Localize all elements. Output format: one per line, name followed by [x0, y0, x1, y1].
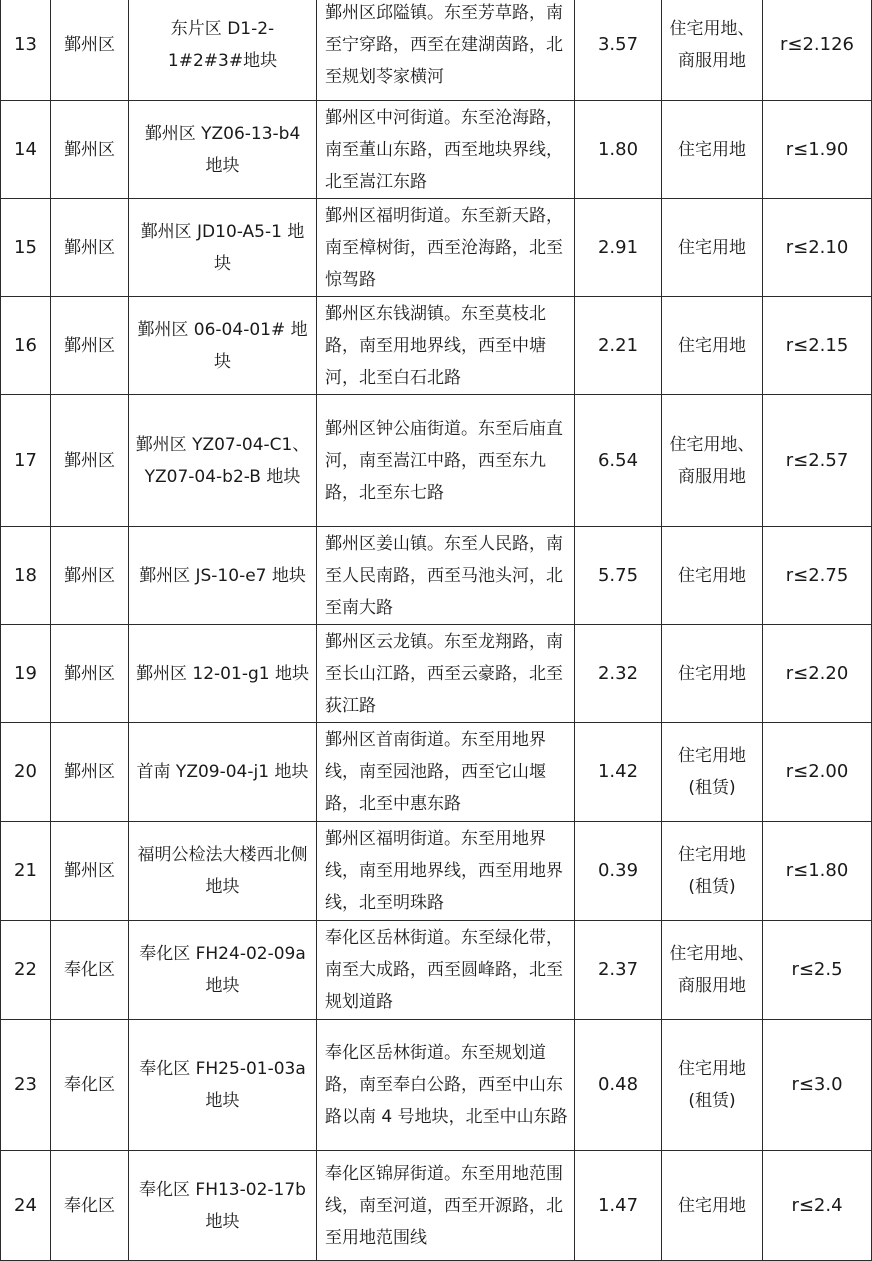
location-cell: 鄞州区钟公庙街道。东至后庙直河，南至嵩江中路，西至东九路，北至东七路: [317, 395, 575, 527]
row-number-cell: 17: [1, 395, 51, 527]
land-use-cell: 住宅用地、商服用地: [662, 395, 763, 527]
land-use-cell: 住宅用地: [662, 101, 763, 199]
table-row: [1, 625, 872, 723]
land-use-cell: 住宅用地: [662, 527, 763, 625]
row-number-cell: 19: [1, 625, 51, 723]
parcel-name-cell: 鄞州区 06-04-01# 地块: [129, 297, 317, 395]
table-row: [1, 527, 872, 625]
row-number-cell: 13: [1, 0, 51, 101]
location-cell: 鄞州区姜山镇。东至人民路，南至人民南路，西至马池头河，北至南大路: [317, 527, 575, 625]
district-cell: 鄞州区: [51, 101, 129, 199]
table-row: [1, 297, 872, 395]
land-use-cell: 住宅用地、商服用地: [662, 0, 763, 101]
plot-ratio-cell: r≤2.20: [763, 625, 872, 723]
district-cell: 鄞州区: [51, 723, 129, 822]
area-cell: 0.39: [575, 822, 662, 921]
area-cell: 2.37: [575, 921, 662, 1020]
parcel-name-cell: 奉化区 FH25-01-03a 地块: [129, 1020, 317, 1151]
location-cell: 奉化区岳林街道。东至绿化带，南至大成路，西至圆峰路，北至规划道路: [317, 921, 575, 1020]
parcel-name-cell: 鄞州区 12-01-g1 地块: [129, 625, 317, 723]
plot-ratio-cell: r≤1.80: [763, 822, 872, 921]
district-cell: 鄞州区: [51, 822, 129, 921]
table-body: [1, 0, 872, 1261]
land-use-cell: 住宅用地: [662, 199, 763, 297]
land-use-cell: 住宅用地(租赁): [662, 723, 763, 822]
area-cell: 0.48: [575, 1020, 662, 1151]
land-use-cell: 住宅用地(租赁): [662, 1020, 763, 1151]
district-cell: 鄞州区: [51, 625, 129, 723]
plot-ratio-cell: r≤2.75: [763, 527, 872, 625]
area-cell: 1.80: [575, 101, 662, 199]
location-cell: 鄞州区邱隘镇。东至芳草路，南至宁穿路，西至在建湖茵路，北至规划苓家横河: [317, 0, 575, 101]
location-cell: 鄞州区中河街道。东至沧海路，南至董山东路，西至地块界线，北至嵩江东路: [317, 101, 575, 199]
row-number-cell: 18: [1, 527, 51, 625]
row-number-cell: 21: [1, 822, 51, 921]
area-cell: 2.32: [575, 625, 662, 723]
district-cell: 奉化区: [51, 1151, 129, 1261]
row-number-cell: 15: [1, 199, 51, 297]
land-use-cell: 住宅用地: [662, 1151, 763, 1261]
land-use-cell: 住宅用地、商服用地: [662, 921, 763, 1020]
table-row: [1, 921, 872, 1020]
parcel-name-cell: 鄞州区 JS-10-e7 地块: [129, 527, 317, 625]
row-number-cell: 22: [1, 921, 51, 1020]
row-number-cell: 23: [1, 1020, 51, 1151]
table-row: [1, 0, 872, 101]
district-cell: 鄞州区: [51, 297, 129, 395]
district-cell: 鄞州区: [51, 527, 129, 625]
parcel-name-cell: 福明公检法大楼西北侧地块: [129, 822, 317, 921]
area-cell: 1.42: [575, 723, 662, 822]
row-number-cell: 14: [1, 101, 51, 199]
district-cell: 鄞州区: [51, 395, 129, 527]
plot-ratio-cell: r≤2.126: [763, 0, 872, 101]
plot-ratio-cell: r≤1.90: [763, 101, 872, 199]
parcel-name-cell: 鄞州区 YZ06-13-b4 地块: [129, 101, 317, 199]
land-use-cell: 住宅用地: [662, 297, 763, 395]
district-cell: 鄞州区: [51, 0, 129, 101]
table-row: [1, 822, 872, 921]
district-cell: 奉化区: [51, 1020, 129, 1151]
location-cell: 奉化区岳林街道。东至规划道路，南至奉白公路，西至中山东路以南 4 号地块，北至中山东路: [317, 1020, 575, 1151]
row-number-cell: 24: [1, 1151, 51, 1261]
area-cell: 6.54: [575, 395, 662, 527]
land-use-cell: 住宅用地(租赁): [662, 822, 763, 921]
area-cell: 2.21: [575, 297, 662, 395]
row-number-cell: 16: [1, 297, 51, 395]
location-cell: 鄞州区云龙镇。东至龙翔路，南至长山江路，西至云豪路，北至荻江路: [317, 625, 575, 723]
row-number-cell: 20: [1, 723, 51, 822]
plot-ratio-cell: r≤2.57: [763, 395, 872, 527]
area-cell: 5.75: [575, 527, 662, 625]
plot-ratio-cell: r≤2.10: [763, 199, 872, 297]
area-cell: 1.47: [575, 1151, 662, 1261]
table-row: [1, 199, 872, 297]
parcel-name-cell: 首南 YZ09-04-j1 地块: [129, 723, 317, 822]
table-row: [1, 1151, 872, 1261]
table-row: [1, 723, 872, 822]
location-cell: 鄞州区福明街道。东至新天路，南至樟树街，西至沧海路，北至惊驾路: [317, 199, 575, 297]
parcel-name-cell: 鄞州区 YZ07-04-C1、YZ07-04-b2-B 地块: [129, 395, 317, 527]
plot-ratio-cell: r≤2.5: [763, 921, 872, 1020]
location-cell: 鄞州区福明街道。东至用地界线，南至用地界线，西至用地界线，北至明珠路: [317, 822, 575, 921]
table-row: [1, 1020, 872, 1151]
parcel-name-cell: 奉化区 FH13-02-17b 地块: [129, 1151, 317, 1261]
plot-ratio-cell: r≤3.0: [763, 1020, 872, 1151]
district-cell: 奉化区: [51, 921, 129, 1020]
plot-ratio-cell: r≤2.15: [763, 297, 872, 395]
plot-ratio-cell: r≤2.4: [763, 1151, 872, 1261]
district-cell: 鄞州区: [51, 199, 129, 297]
plot-ratio-cell: r≤2.00: [763, 723, 872, 822]
area-cell: 3.57: [575, 0, 662, 101]
location-cell: 鄞州区首南街道。东至用地界线，南至园池路，西至它山堰路，北至中惠东路: [317, 723, 575, 822]
table-row: [1, 101, 872, 199]
table-row: [1, 395, 872, 527]
land-use-cell: 住宅用地: [662, 625, 763, 723]
location-cell: 奉化区锦屏街道。东至用地范围线，南至河道，西至开源路，北至用地范围线: [317, 1151, 575, 1261]
location-cell: 鄞州区东钱湖镇。东至莫枝北路，南至用地界线，西至中塘河，北至白石北路: [317, 297, 575, 395]
parcel-name-cell: 东片区 D1-2-1#2#3#地块: [129, 0, 317, 101]
parcel-name-cell: 鄞州区 JD10-A5-1 地块: [129, 199, 317, 297]
area-cell: 2.91: [575, 199, 662, 297]
parcel-name-cell: 奉化区 FH24-02-09a 地块: [129, 921, 317, 1020]
